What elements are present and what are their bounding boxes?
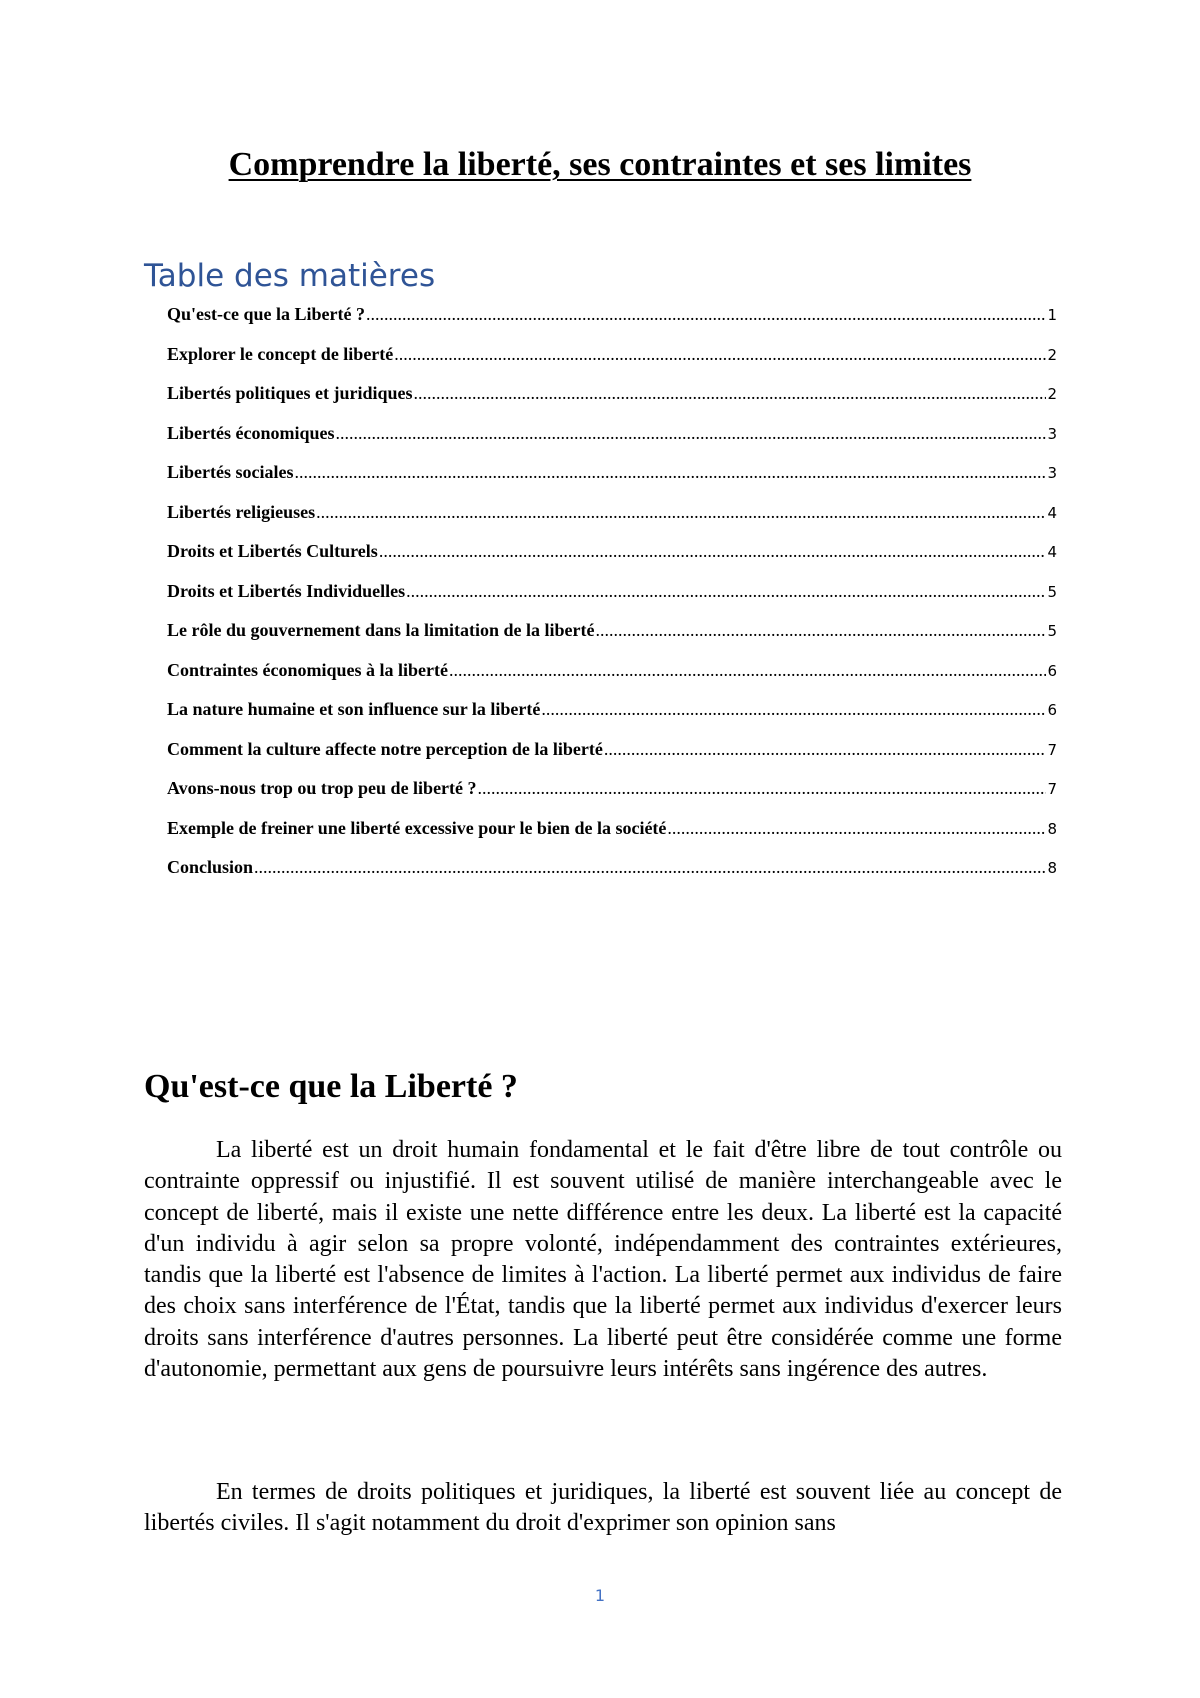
toc-entry-label: Libertés religieuses [167,501,316,522]
toc-entry[interactable] [167,739,1057,779]
toc-entry-label: Qu'est-ce que la Liberté ? [167,304,365,324]
toc-entry-label: Droits et Libertés Individuelles [167,580,406,601]
toc-entry-page: 7 [1047,780,1057,798]
toc-entry-label: Conclusion [167,857,254,877]
toc-entry-label: Libertés économiques [167,422,335,443]
toc-entry[interactable] [167,660,1057,700]
toc-entry-page: 4 [1047,543,1057,561]
toc-dot-leader [294,462,1046,483]
toc-entry[interactable] [167,344,1057,384]
toc-dot-leader [379,541,1047,562]
toc-entry-page: 5 [1047,582,1057,601]
toc-entry-page: 8 [1047,819,1057,838]
toc-entry[interactable] [167,581,1057,621]
toc-entry[interactable] [167,462,1057,502]
toc-entry-page: 1 [1047,306,1057,324]
toc-entry-page: 3 [1047,464,1057,482]
toc-entry-page: 8 [1047,859,1057,877]
toc-dot-leader [335,423,1046,444]
toc-dot-leader [449,660,1046,681]
toc-entry-page: 3 [1047,424,1057,443]
toc-entry-label: Libertés politiques et juridiques [167,383,413,403]
toc-entry-page: 7 [1047,740,1057,759]
toc-dot-leader [406,581,1046,602]
page-number: 1 [594,1586,606,1605]
toc-dot-leader [604,739,1047,760]
toc-entry[interactable] [167,383,1057,423]
toc-entry-label: Droits et Libertés Culturels [167,541,378,561]
toc-entry-page: 5 [1047,622,1057,640]
body-paragraph: La liberté est un droit humain fondamental et le fait d'être libre de tout contrôle ou contrainte oppressif ou injustifié. Il est souvent utilisé de manière interchangeable avec le concept de liberté, mais il existe une nette différence entre les deux. La liberté est la capacité d'un individu à agir selon sa propre volonté, indépendamment des contraintes extérieures, tandis que la liberté est l'absence de limites à l'action. La liberté permet aux individus de faire des choix sans interférence de l'État, tandis que la liberté permet aux individus d'exercer leurs droits sans interférence d'autres personnes. La liberté peut être considérée comme une forme d'autonomie, permettant aux gens de poursuivre leurs intérêts sans ingérence des autres. [144,1137,1062,1383]
toc-heading: Table des matières [144,258,436,294]
toc-dot-leader [254,857,1046,878]
toc-entry-label: Exemple de freiner une liberté excessive pour le bien de la société [167,817,667,838]
toc-dot-leader [667,818,1046,839]
document-title: Comprendre la liberté, ses contraintes et ses limites [228,146,972,183]
toc-entry-page: 6 [1047,661,1057,680]
toc-entry-label: Comment la culture affecte notre perception de la liberté [167,738,603,759]
toc-entry[interactable] [167,778,1057,818]
toc-entry-label: Explorer le concept de liberté [167,343,394,364]
toc-entry-label: Libertés sociales [167,462,294,482]
toc-dot-leader [366,304,1046,325]
toc-dot-leader [394,344,1046,365]
toc-entry-page: 2 [1047,345,1057,364]
toc-dot-leader [541,699,1046,720]
toc-entry[interactable] [167,857,1057,897]
body-paragraph: En termes de droits politiques et juridiques, la liberté est souvent liée au concept de libertés civiles. Il s'agit notamment du droit d'exprimer son opinion sans [144,1479,1062,1537]
toc-entry[interactable] [167,620,1057,660]
toc-entry[interactable] [167,699,1057,739]
toc-dot-leader [595,620,1046,641]
toc-entry[interactable] [167,304,1057,344]
toc-dot-leader [316,502,1046,523]
toc-entry-label: Avons-nous trop ou trop peu de liberté ? [167,778,477,798]
toc-entry[interactable] [167,502,1057,542]
toc-entry-label: Le rôle du gouvernement dans la limitation de la liberté [167,620,595,640]
toc-entry-page: 6 [1047,701,1057,719]
toc-entry-label: La nature humaine et son influence sur la liberté [167,699,541,719]
toc-entry-page: 4 [1047,503,1057,522]
toc-entry[interactable] [167,818,1057,858]
table-of-contents [167,304,1057,897]
toc-dot-leader [414,383,1047,404]
toc-entry-page: 2 [1047,385,1057,403]
toc-dot-leader [478,778,1047,799]
section-heading: Qu'est-ce que la Liberté ? [144,1068,518,1105]
toc-entry[interactable] [167,541,1057,581]
toc-entry-label: Contraintes économiques à la liberté [167,659,448,680]
toc-entry[interactable] [167,423,1057,463]
